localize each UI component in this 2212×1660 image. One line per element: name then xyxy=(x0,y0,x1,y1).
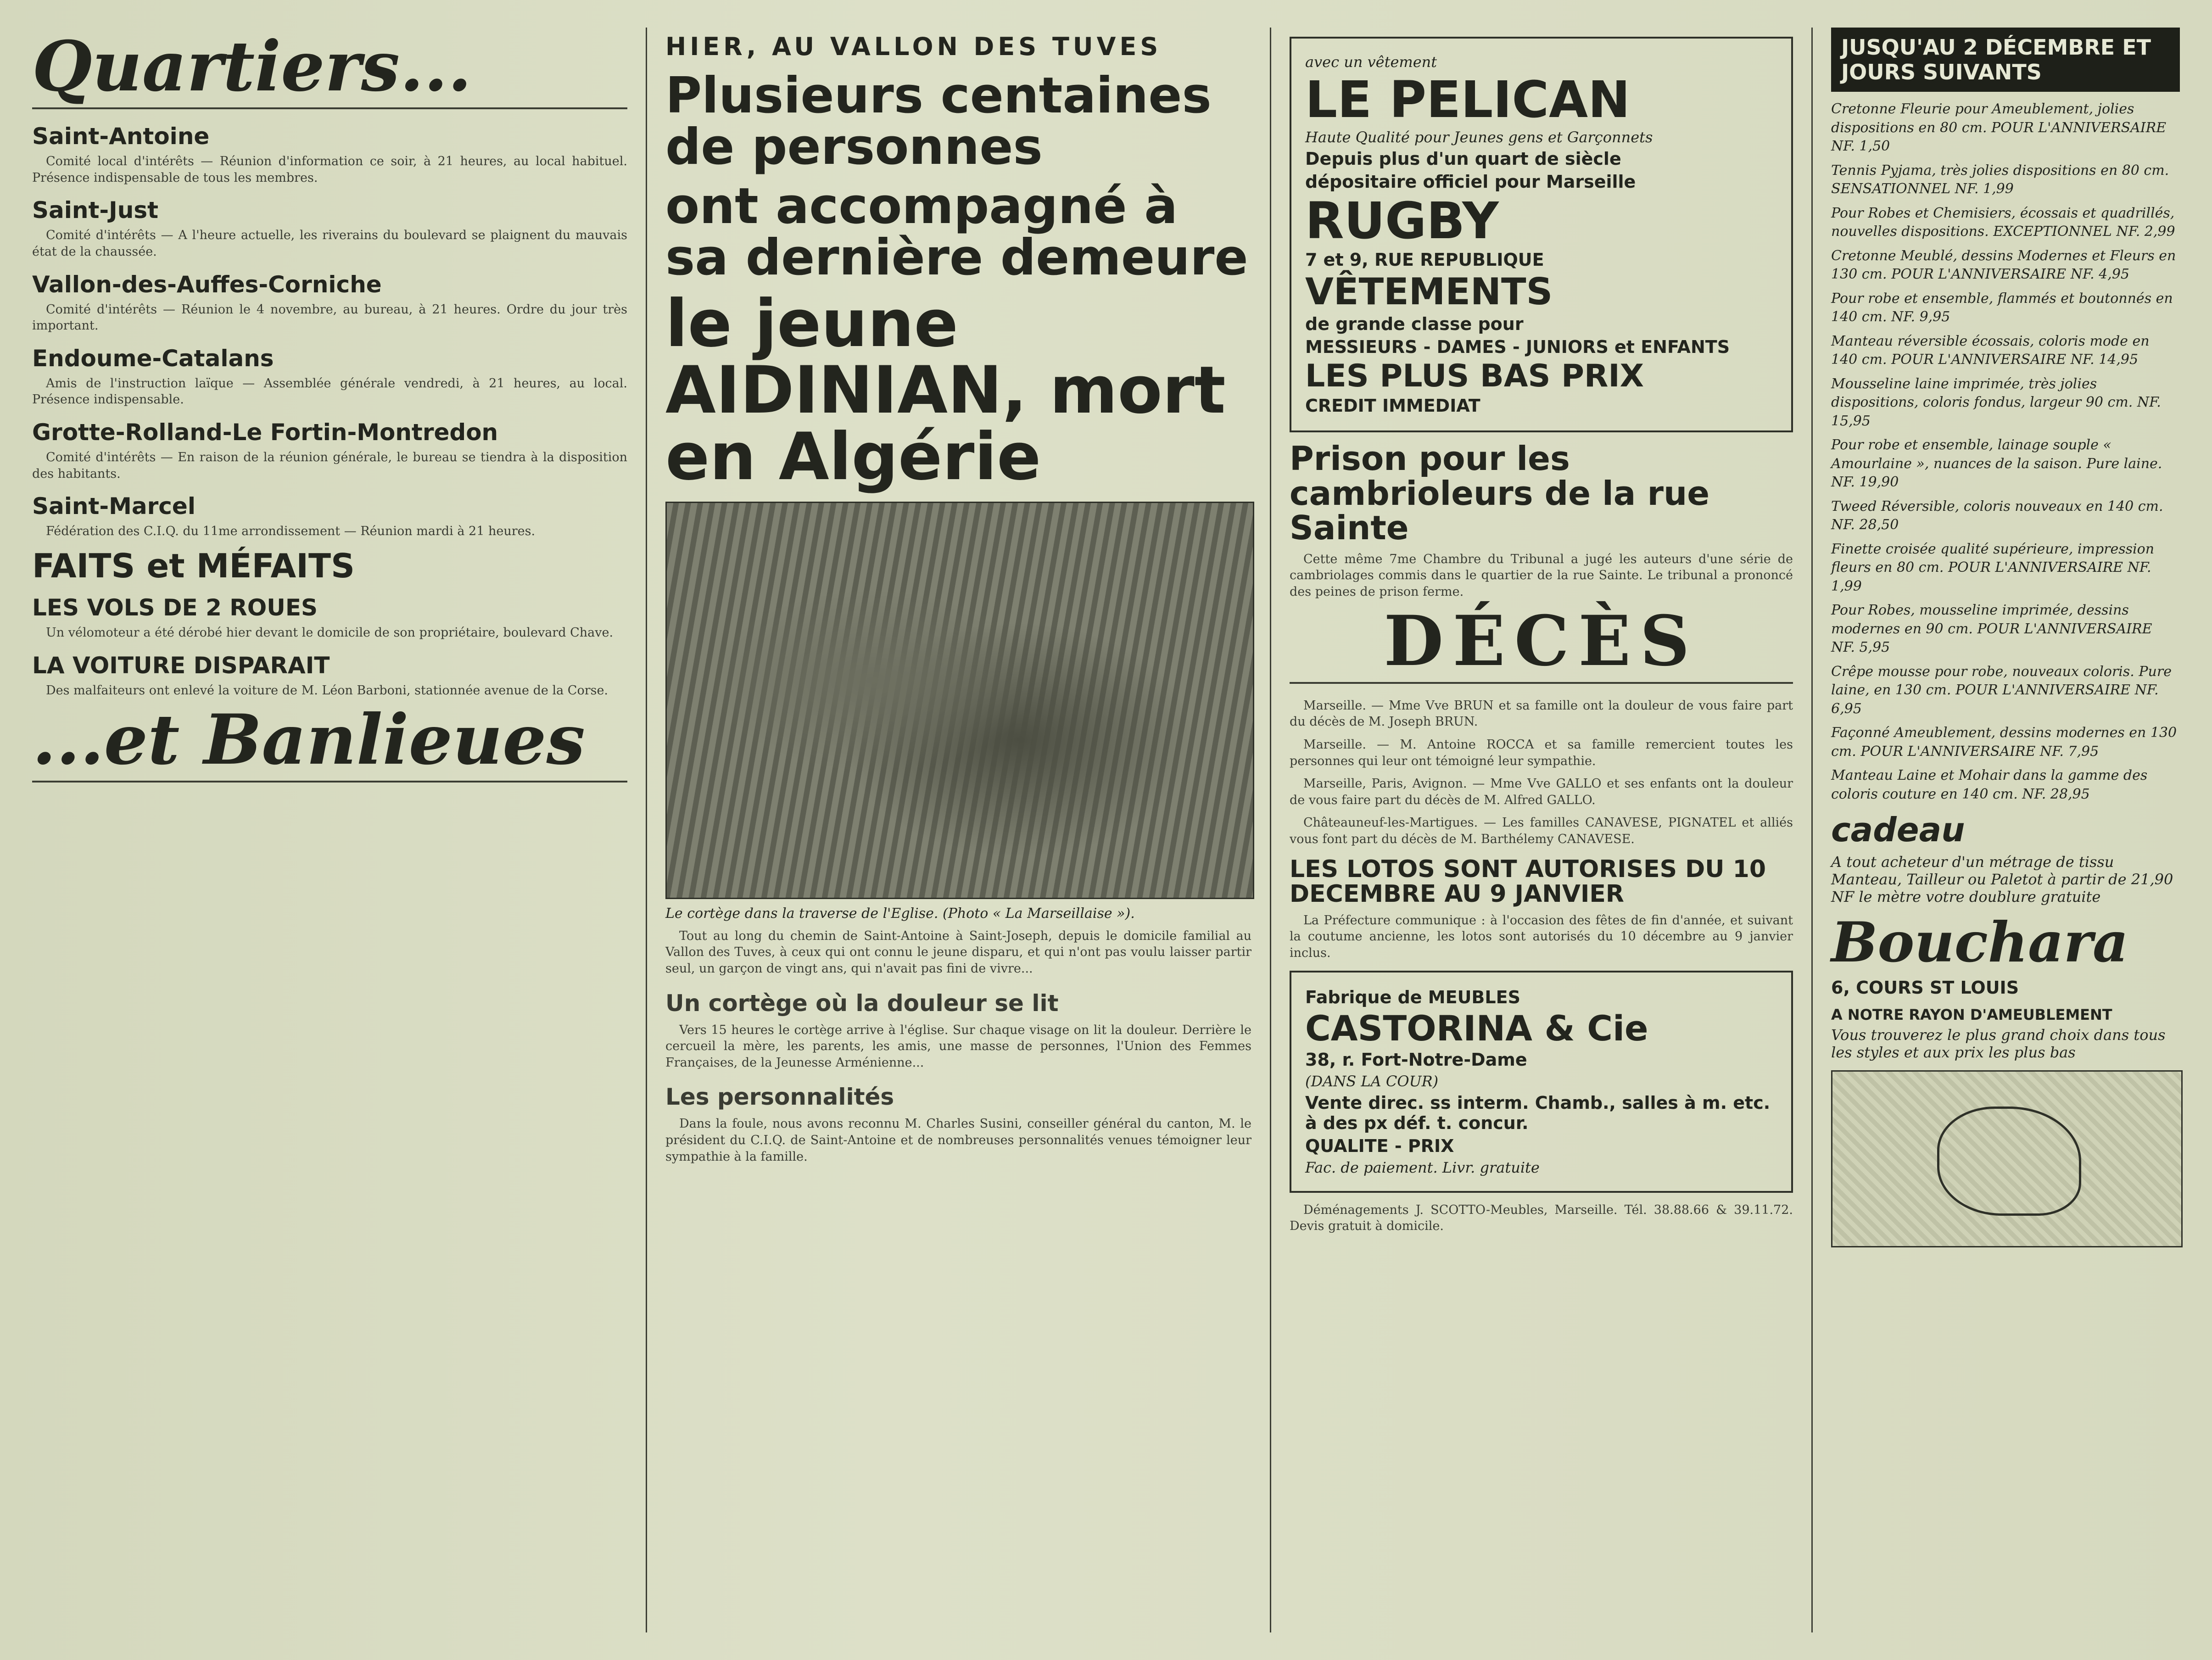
neighborhood-text: Comité d'intérêts — En raison de la réunion générale, le bureau se tiendra à la disposition des habitants. xyxy=(32,450,627,481)
pelican-address: 7 et 9, RUE REPUBLIQUE xyxy=(1305,250,1544,270)
bouchara-item: Pour Robes, mousseline imprimée, dessins modernes en 90 cm. POUR L'ANNIVERSAIRE NF. 5,95 xyxy=(1831,602,2152,655)
article-subhead: Les personnalités xyxy=(665,1084,894,1111)
bouchara-rayon: A NOTRE RAYON D'AMEUBLEMENT xyxy=(1831,1006,2112,1023)
lotos-body xyxy=(1290,912,1793,961)
article-headline-2: ont accompagné à sa dernière demeure xyxy=(665,177,1248,286)
deces-entry: Marseille, Paris, Avignon. — Mme Vve GALLO et ses enfants ont la douleur de vous faire part du décès de M. Alfred GALLO. xyxy=(1290,777,1793,807)
neighborhood-text: Comité d'intérêts — Réunion le 4 novembre, au bureau, à 21 heures. Ordre du jour très important. xyxy=(32,302,627,333)
demenagements-ad xyxy=(1290,1202,1793,1235)
illustration-shape xyxy=(1937,1107,2081,1216)
article-headline-1: Plusieurs centaines de personnes xyxy=(665,67,1212,176)
bouchara-item: Finette croisée qualité supérieure, impression fleurs en 80 cm. POUR L'ANNIVERSAIRE NF. 1,99 xyxy=(1831,541,2155,594)
bouchara-item: Cretonne Fleurie pour Ameublement, jolies dispositions en 80 cm. POUR L'ANNIVERSAIRE NF. 1,50 xyxy=(1831,101,2167,154)
neighborhood-heading: Saint-Marcel xyxy=(32,493,196,520)
pelican-line: dépositaire officiel pour Marseille xyxy=(1305,172,1636,192)
lotos-paragraph: La Préfecture communique : à l'occasion des fêtes de fin d'année, et suivant la coutume ancienne, les lotos sont autorisés du 10 décembre au 9 janvier inclus. xyxy=(1290,913,1793,961)
neighborhood-text: Comité d'intérêts — A l'heure actuelle, les riverains du boulevard se plaignent du mauvais état de la chaussée. xyxy=(32,228,627,259)
neighborhood-text: Amis de l'instruction laïque — Assemblée générale vendredi, à 21 heures, au local. Présence indispensable. xyxy=(32,376,627,407)
pelican-slogan: avec un vêtement xyxy=(1305,53,1437,71)
neighborhood-text: Comité local d'intérêts — Réunion d'information ce soir, à 21 heures, au local habituel. Présence indispensable de tous les membres. xyxy=(32,154,627,185)
prison-title: Prison pour les cambrioleurs de la rue Sainte xyxy=(1290,439,1710,548)
neighborhood-heading: Grotte-Rolland-Le Fortin-Montredon xyxy=(32,419,498,446)
pelican-credit: CREDIT IMMEDIAT xyxy=(1305,396,1480,416)
bouchara-item: Pour robe et ensemble, lainage souple « Amourlaine », nuances de la saison. Pure laine. NF. 19,90 xyxy=(1831,437,2162,490)
neighborhood-heading: Endoume-Catalans xyxy=(32,345,274,372)
neighborhood-heading: Vallon-des-Auffes-Corniche xyxy=(32,271,382,298)
faits-item: LES VOLS DE 2 ROUES xyxy=(32,594,318,621)
bouchara-logo: Bouchara xyxy=(1831,910,2128,975)
bouchara-items xyxy=(1831,100,2180,804)
deces-entry: Châteauneuf-les-Martigues. — Les familles CANAVESE, PIGNATEL et alliés vous font part du décès de M. Barthélemy CANAVESE. xyxy=(1290,816,1793,847)
deces-entry: Marseille. — M. Antoine ROCCA et sa famille remercient toutes les personnes qui leur ont témoigné leur sympathie. xyxy=(1290,737,1793,768)
banlieues-title: ...et Banlieues xyxy=(32,705,627,782)
neighborhood-heading: Saint-Just xyxy=(32,197,158,224)
column-article xyxy=(647,28,1271,1632)
pelican-classe: de grande classe pour xyxy=(1305,314,1524,334)
bouchara-item: Mousseline laine imprimée, très jolies dispositions, coloris fondus, largeur 90 cm. NF. 15,95 xyxy=(1831,375,2161,429)
castorina-note: Fac. de paiement. Livr. gratuite xyxy=(1305,1158,1540,1176)
pelican-prices: LES PLUS BAS PRIX xyxy=(1305,358,1644,394)
castorina-address: 38, r. Fort-Notre-Dame xyxy=(1305,1049,1527,1070)
bouchara-cadeau-text: A tout acheteur d'un métrage de tissu Manteau, Tailleur ou Paletot à partir de 21,90 NF le mètre votre doublure gratuite xyxy=(1831,853,2173,905)
bouchara-banner: JUSQU'AU 2 DÉCEMBRE ET JOURS SUIVANTS xyxy=(1831,28,2180,92)
article-headline-3: le jeune AIDINIAN, mort en Algérie xyxy=(665,286,1226,495)
castorina-brand: CASTORINA & Cie xyxy=(1305,1007,1648,1049)
faits-title: FAITS et MÉFAITS xyxy=(32,546,355,585)
bouchara-item: Façonné Ameublement, dessins modernes en 130 cm. POUR L'ANNIVERSAIRE NF. 7,95 xyxy=(1831,725,2177,760)
lotos-title: LES LOTOS SONT AUTORISES DU 10 DECEMBRE AU 9 JANVIER xyxy=(1290,855,1766,908)
decorative-illustration xyxy=(1831,1070,2183,1247)
deces-list xyxy=(1290,698,1793,848)
bouchara-item: Manteau Laine et Mohair dans la gamme des coloris couture en 140 cm. NF. 28,95 xyxy=(1831,767,2148,802)
article-subhead: Un cortège où la douleur se lit xyxy=(665,989,1059,1017)
demenagements-text: Déménagements J. SCOTTO-Meubles, Marseille. Tél. 38.88.66 & 39.11.72. Devis gratuit à domicile. xyxy=(1290,1202,1793,1234)
photo-caption: Le cortège dans la traverse de l'Eglise. (Photo « La Marseillaise »). xyxy=(665,905,1135,922)
bouchara-item: Pour Robes et Chemisiers, écossais et quadrillés, nouvelles dispositions. EXCEPTIONNEL NF. 2,99 xyxy=(1831,205,2175,240)
bouchara-item: Cretonne Meublé, dessins Modernes et Fleurs en 130 cm. POUR L'ANNIVERSAIRE NF. 4,95 xyxy=(1831,247,2176,282)
castorina-ad xyxy=(1290,971,1793,1193)
bouchara-item: Manteau réversible écossais, coloris mode en 140 cm. POUR L'ANNIVERSAIRE NF. 14,95 xyxy=(1831,333,2150,368)
article-paragraph: Tout au long du chemin de Saint-Antoine à Saint-Joseph, depuis le domicile familial au Vallon des Tuves, à ceux qui ont connu le jeune disparu, et qui n'ont pas voulu laisser partir seul, un garçon de vingt ans, qui n'avait pas fini de vivre... xyxy=(665,928,1251,976)
bouchara-cadeau-title: cadeau xyxy=(1831,810,1965,849)
prison-paragraph: Cette même 7me Chambre du Tribunal a jugé les auteurs d'une série de cambriolages commis dans le quartier de la rue Sainte. Le tribunal a prononcé des peines de prison ferme. xyxy=(1290,552,1793,599)
column-bouchara xyxy=(1813,28,2198,1632)
prison-body xyxy=(1290,551,1793,600)
bouchara-item: Tennis Pyjama, très jolies dispositions en 80 cm. SENSATIONNEL NF. 1,99 xyxy=(1831,162,2169,197)
faits-text: Un vélomoteur a été dérobé hier devant le domicile de son propriétaire, boulevard Chave. xyxy=(46,626,614,640)
bouchara-item: Pour robe et ensemble, flammés et boutonnés en 140 cm. NF. 9,95 xyxy=(1831,290,2173,325)
bouchara-footer: Vous trouverez le plus grand choix dans tous les styles et aux prix les plus bas xyxy=(1831,1026,2166,1061)
pelican-line: Depuis plus d'un quart de siècle xyxy=(1305,149,1621,169)
pelican-brand: LE PELICAN xyxy=(1305,70,1631,129)
castorina-quality: QUALITE - PRIX xyxy=(1305,1135,1454,1156)
quartiers-title: Quartiers... xyxy=(32,32,627,109)
article-paragraph: Dans la foule, nous avons reconnu M. Charles Susini, conseiller général du canton, M. le président du C.I.Q. de Saint-Antoine et de nombreuses personnalités venues témoigner leur sympathie à la famille. xyxy=(665,1117,1251,1164)
neighborhood-text: Fédération des C.I.Q. du 11me arrondissement — Réunion mardi à 21 heures. xyxy=(46,524,536,539)
deces-entry: Marseille. — Mme Vve BRUN et sa famille ont la douleur de vous faire part du décès de M. Joseph BRUN. xyxy=(1290,698,1793,729)
column-quartiers xyxy=(14,28,647,1632)
pelican-rugby: RUGBY xyxy=(1305,191,1499,250)
bouchara-address: 6, COURS ST LOUIS xyxy=(1831,977,2019,998)
deces-title: DÉCÈS xyxy=(1290,607,1793,684)
neighborhood-heading: Saint-Antoine xyxy=(32,123,210,150)
bouchara-item: Crêpe mousse pour robe, nouveaux coloris. Pure laine, en 130 cm. POUR L'ANNIVERSAIRE NF. 6,95 xyxy=(1831,663,2172,717)
article-kicker: HIER, AU VALLON DES TUVES xyxy=(665,32,1162,61)
castorina-line: Fabrique de MEUBLES xyxy=(1305,987,1520,1007)
article-body xyxy=(665,928,1251,1165)
castorina-offer: Vente direc. ss interm. Chamb., salles à m. etc. à des px déf. t. concur. xyxy=(1305,1092,1771,1133)
pelican-tagline: Haute Qualité pour Jeunes gens et Garçonnets xyxy=(1305,129,1653,146)
castorina-line-2: (DANS LA COUR) xyxy=(1305,1072,1439,1090)
faits-text: Des malfaiteurs ont enlevé la voiture de M. Léon Barboni, stationnée avenue de la Corse. xyxy=(46,683,609,698)
article-paragraph: Vers 15 heures le cortège arrive à l'église. Sur chaque visage on lit la douleur. Derrière le cercueil la mère, les parents, les amis, une masse de personnes, l'Union des Femmes Françaises, de la Jeunesse Arménienne... xyxy=(665,1023,1251,1070)
bouchara-item: Tweed Réversible, coloris nouveaux en 140 cm. NF. 28,50 xyxy=(1831,498,2163,533)
faits-item: LA VOITURE DISPARAIT xyxy=(32,652,330,679)
pelican-audience: MESSIEURS - DAMES - JUNIORS et ENFANTS xyxy=(1305,337,1730,357)
pelican-vetements: VÊTEMENTS xyxy=(1305,270,1553,313)
column-ads-deces xyxy=(1271,28,1813,1632)
pelican-ad xyxy=(1290,37,1793,432)
funeral-photo xyxy=(665,502,1254,899)
